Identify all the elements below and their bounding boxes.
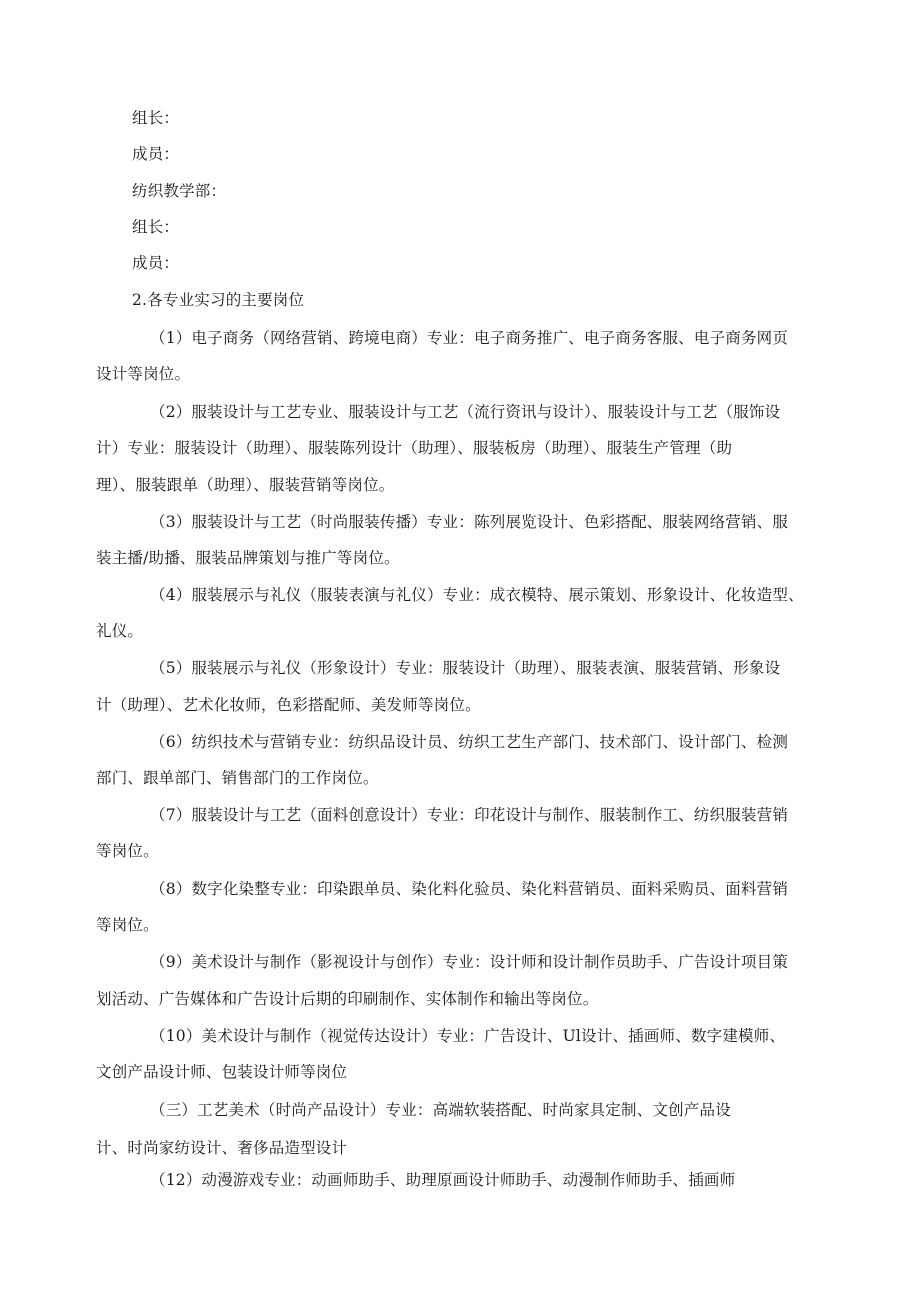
paragraph-line: （12）动漫游戏专业：动画师助手、助理原画设计师助手、动漫制作师助手、插画师 (150, 1171, 736, 1189)
paragraph-line: 划活动、广告媒体和广告设计后期的印刷制作、实体制作和输出等岗位。 (96, 990, 599, 1008)
paragraph-line: （9）美术设计与制作（影视设计与创作）专业：设计师和设计制作员助手、广告设计项目策 (150, 953, 789, 971)
paragraph-line: 文创产品设计师、包装设计师等岗位 (96, 1063, 348, 1081)
paragraph-line: （2）服装设计与工艺专业、服装设计与工艺（流行资讯与设计）、服装设计与工艺（服饰设 (150, 403, 781, 421)
paragraph-line: （6）纺织技术与营销专业：纺织品设计员、纺织工艺生产部门、技术部门、设计部门、检测 (150, 733, 789, 751)
paragraph-line: 等岗位。 (96, 842, 159, 860)
paragraph-line: （三）工艺美术（时尚产品设计）专业：高端软装搭配、时尚家具定制、文创产品设 (150, 1101, 731, 1119)
paragraph-line: （7）服装设计与工艺（面料创意设计）专业：印花设计与制作、服装制作工、纺织服装营销 (150, 806, 789, 824)
section-heading: 2.各专业实习的主要岗位 (132, 291, 305, 309)
paragraph-line: 设计等岗位。 (96, 365, 191, 383)
text-line: 组长： (132, 218, 180, 236)
paragraph-line: （10）美术设计与制作（视觉传达设计）专业：广告设计、Ul设计、插画师、数字建模师、 (150, 1027, 786, 1045)
paragraph-line: 装主播/助播、服装品牌策划与推广等岗位。 (96, 549, 400, 567)
text-line: 成员： (132, 145, 180, 163)
paragraph-line: 计（助理）、艺术化妆师，色彩搭配师、美发师等岗位。 (96, 696, 481, 714)
paragraph-line: 等岗位。 (96, 916, 159, 934)
paragraph-line: （5）服装展示与礼仪（形象设计）专业：服装设计（助理）、服装表演、服装营销、形象设 (150, 659, 781, 677)
paragraph-line: （8）数字化染整专业：印染跟单员、染化料化验员、染化料营销员、面料采购员、面料营销 (150, 880, 789, 898)
paragraph-line: 礼仪。 (96, 622, 144, 640)
paragraph-line: 计、时尚家纺设计、奢侈品造型设计 (96, 1139, 348, 1157)
paragraph-line: 部门、跟单部门、销售部门的工作岗位。 (96, 769, 379, 787)
text-line: 成员： (132, 254, 180, 272)
paragraph-line: 理）、服装跟单（助理）、服装营销等岗位。 (96, 476, 395, 494)
paragraph-line: （1）电子商务（网络营销、跨境电商）专业：电子商务推广、电子商务客服、电子商务网页 (150, 329, 789, 347)
text-line: 纺织教学部： (132, 182, 227, 200)
text-line: 组长： (132, 109, 180, 127)
paragraph-line: （4）服装展示与礼仪（服装表演与礼仪）专业：成衣模特、展示策划、形象设计、化妆造型、 (150, 586, 804, 604)
paragraph-line: 计）专业：服装设计（助理）、服装陈列设计（助理）、服装板房（助理）、服装生产管理（助 (96, 439, 733, 457)
paragraph-line: （3）服装设计与工艺（时尚服装传播）专业：陈列展览设计、色彩搭配、服装网络营销、服 (150, 513, 789, 531)
